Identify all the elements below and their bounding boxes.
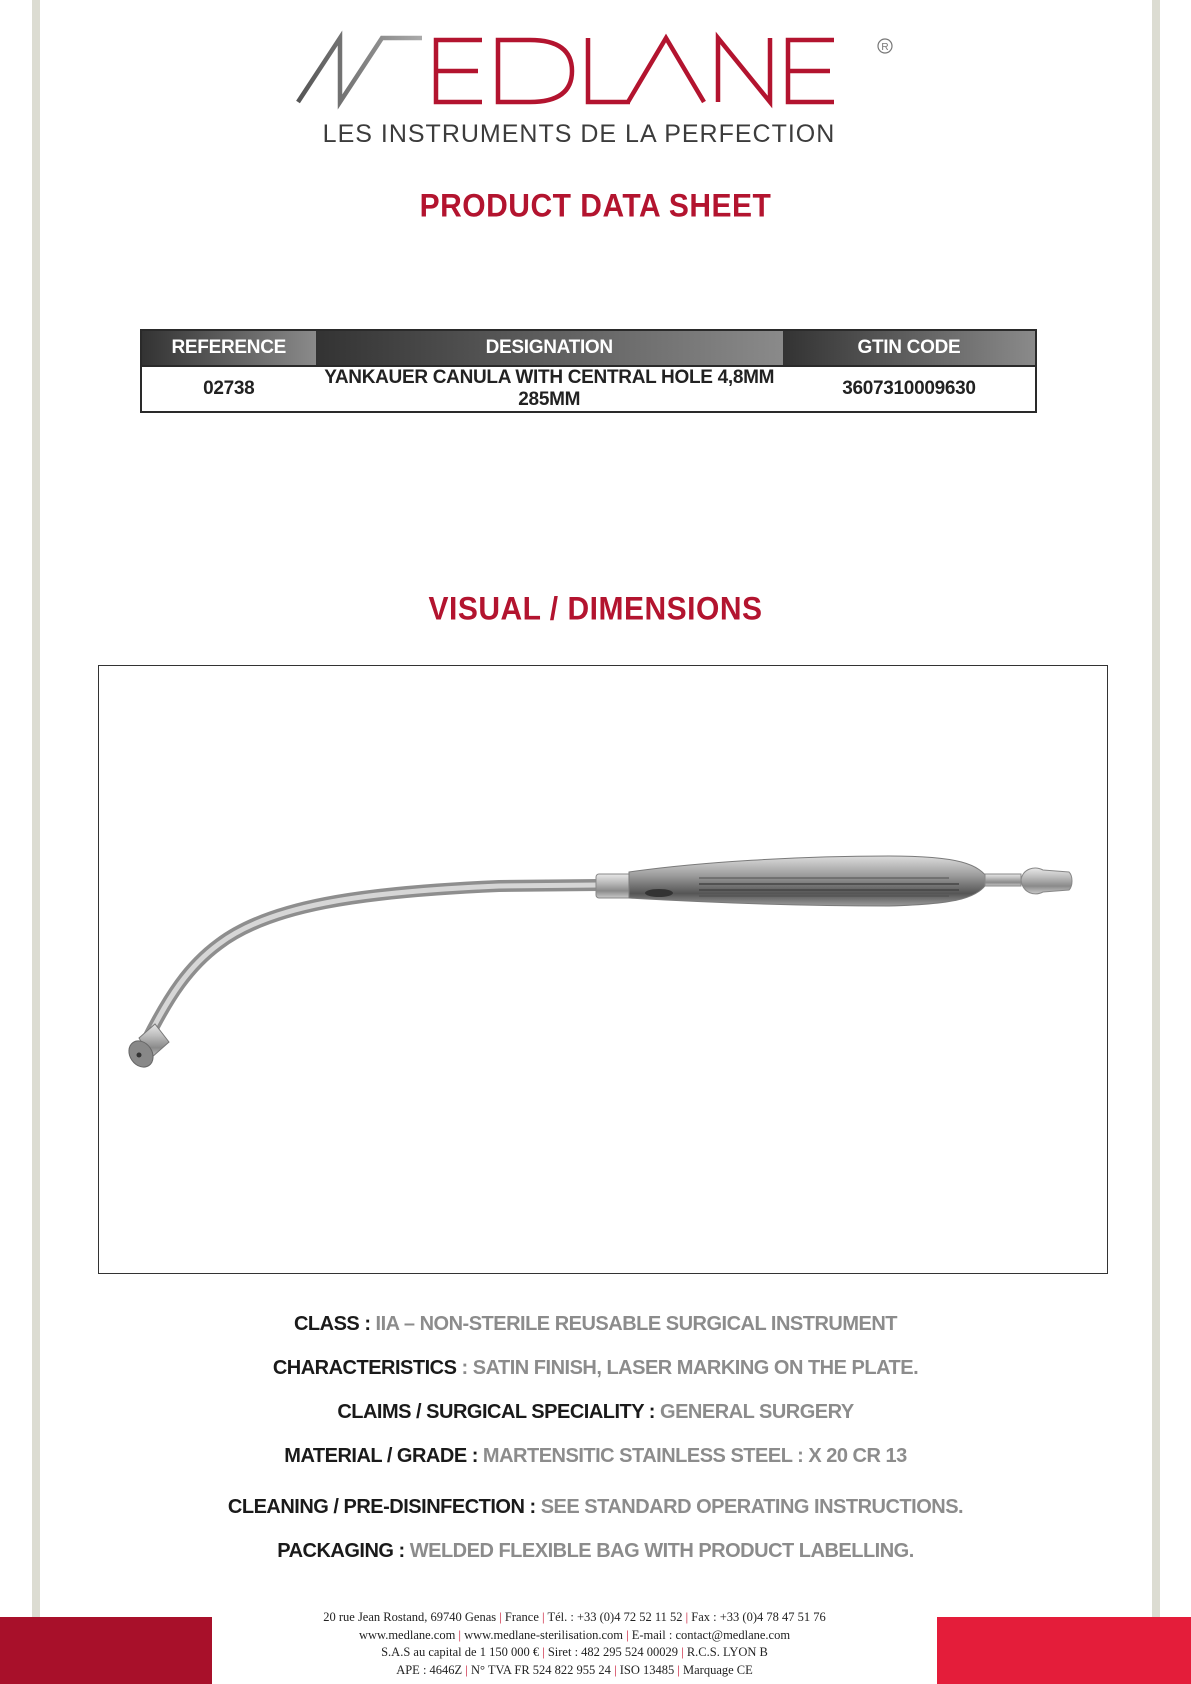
table-row [141, 366, 1036, 412]
spec-value: IIA – NON-STERILE REUSABLE SURGICAL INSTRUMENT [370, 1313, 898, 1335]
spec-label: PACKAGING : [277, 1540, 405, 1562]
spec-characteristics [0, 1357, 1191, 1380]
footer-legal-line: S.A.S au capital de 1 150 000 € | Siret : 482 295 524 00029 | R.C.S. LYON B [381, 1645, 768, 1659]
cell-gtin: 3607310009630 [783, 366, 1036, 412]
spec-label: CHARACTERISTICS [272, 1357, 457, 1379]
yankauer-cannula-illustration [99, 666, 1107, 1273]
header-reference: REFERENCE [141, 330, 316, 366]
footer-website[interactable]: www.medlane.com [358, 1627, 456, 1642]
footer-ape: APE : 4646Z [396, 1662, 463, 1677]
footer-tva: N° TVA FR 524 822 955 24 [470, 1662, 611, 1677]
spec-value: MARTENSITIC STAINLESS STEEL : X 20 CR 13 [477, 1445, 907, 1467]
footer-fax: Fax : +33 (0)4 78 47 51 76 [691, 1610, 826, 1624]
product-image-frame [98, 665, 1108, 1274]
footer-bar-left [0, 1617, 212, 1684]
product-table [140, 329, 1037, 413]
spec-class [0, 1313, 1191, 1336]
spec-label: CLEANING / PRE-DISINFECTION : [227, 1496, 536, 1518]
footer-address-line: 20 rue Jean Rostand, 69740 Genas | France | Tél. : +33 (0)4 72 52 11 52 | Fax : +33 (0)4 78 47 51 76 [323, 1610, 826, 1624]
spec-value: GENERAL SURGERY [654, 1401, 854, 1423]
footer-bar-right [937, 1617, 1191, 1684]
brand-tagline: LES INSTRUMENTS DE LA PERFECTION [322, 120, 836, 148]
product-data-sheet-heading: PRODUCT DATA SHEET [419, 188, 772, 225]
cell-designation: YANKAUER CANULA WITH CENTRAL HOLE 4,8MM 285MM [316, 366, 783, 412]
spec-material [0, 1445, 1191, 1468]
footer-siret: Siret : 482 295 524 00029 [547, 1645, 679, 1659]
header-designation: DESIGNATION [316, 330, 783, 366]
company-footer [212, 1609, 937, 1679]
footer-rcs: R.C.S. LYON B [686, 1645, 768, 1659]
footer-iso: ISO 13485 [619, 1662, 675, 1677]
footer-ce: Marquage CE [683, 1662, 753, 1677]
spec-packaging [0, 1540, 1191, 1563]
spec-cleaning [0, 1496, 1191, 1519]
visual-dimensions-heading: VISUAL / DIMENSIONS [428, 591, 763, 628]
spec-label: MATERIAL / GRADE : [284, 1445, 478, 1467]
footer-phone: Tél. : +33 (0)4 72 52 11 52 [547, 1610, 683, 1624]
footer-website-sterilisation[interactable]: www.medlane-sterilisation.com [464, 1627, 623, 1642]
footer-country: France [504, 1610, 539, 1624]
footer-web-line: www.medlane.com | www.medlane-sterilisation.com | E-mail : contact@medlane.com [358, 1627, 791, 1642]
spec-value: SEE STANDARD OPERATING INSTRUCTIONS. [535, 1496, 964, 1518]
footer-cert-line: APE : 4646Z | N° TVA FR 524 822 955 24 | ISO 13485 | Marquage CE [396, 1662, 753, 1677]
spec-value: WELDED FLEXIBLE BAG WITH PRODUCT LABELLING. [404, 1540, 914, 1562]
footer-capital: S.A.S au capital de 1 150 000 € [381, 1645, 540, 1659]
spec-label: CLAIMS / SURGICAL SPECIALITY : [337, 1401, 655, 1423]
registered-mark: R [881, 42, 889, 53]
footer-address: 20 rue Jean Rostand, 69740 Genas [323, 1610, 497, 1624]
footer-email[interactable]: E-mail : contact@medlane.com [631, 1627, 791, 1642]
spec-label: CLASS : [293, 1313, 371, 1335]
header-gtin: GTIN CODE [783, 330, 1036, 366]
cell-reference: 02738 [141, 366, 316, 412]
spec-value: : SATIN FINISH, LASER MARKING ON THE PLATE. [456, 1357, 919, 1379]
spec-claims [0, 1401, 1191, 1424]
